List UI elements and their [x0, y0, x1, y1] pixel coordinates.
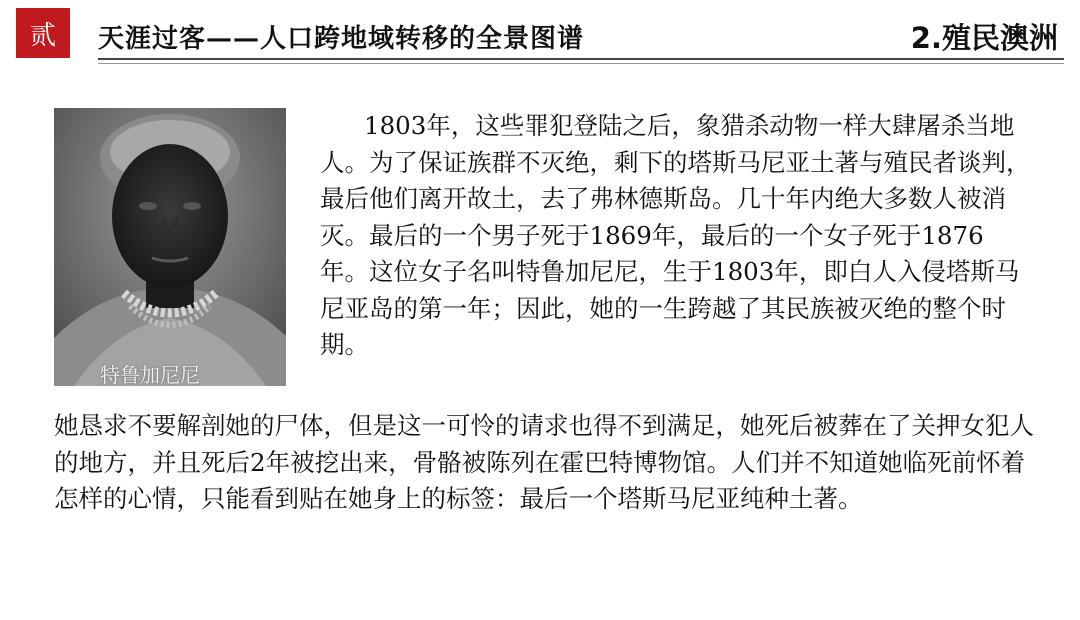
- portrait-photo: [54, 108, 286, 386]
- body-paragraph-2: 她恳求不要解剖她的尸体，但是这一可怜的请求也得不到满足，她死后被葬在了关押女犯人的地方，并且死后2年被挖出来，骨骼被陈列在霍巴特博物馆。人们并不知道她临死前怀着怎样的心情，只能看到贴在她身上的标签：最后一个塔斯马尼亚纯种土著。: [54, 411, 1034, 513]
- portrait-image: [54, 108, 286, 386]
- header-divider-thin: [98, 63, 1064, 64]
- section-number-badge: 贰: [16, 8, 70, 58]
- body-paragraph-1-text: 1803年，这些罪犯登陆之后，象猎杀动物一样大肆屠杀当地人。为了保证族群不灭绝，剩下的塔斯马尼亚土著与殖民者谈判，最后他们离开故土，去了弗林德斯岛。几十年内绝大多数人被消灭。最后的一个男子死于1869年，最后的一个女子死于1876年。这位女子名叫特鲁加尼尼，生于1803年，即白人入侵塔斯马尼亚岛的第一年；因此，她的一生跨越了其民族被灭绝的整个时期。: [320, 111, 1031, 359]
- page-title: 天涯过客——人口跨地域转移的全景图谱: [98, 24, 585, 54]
- header-divider: [98, 58, 1064, 60]
- portrait-caption: 特鲁加尼尼: [100, 363, 200, 386]
- body-paragraph-1: [320, 108, 1032, 364]
- section-title: 2.殖民澳洲: [910, 21, 1058, 55]
